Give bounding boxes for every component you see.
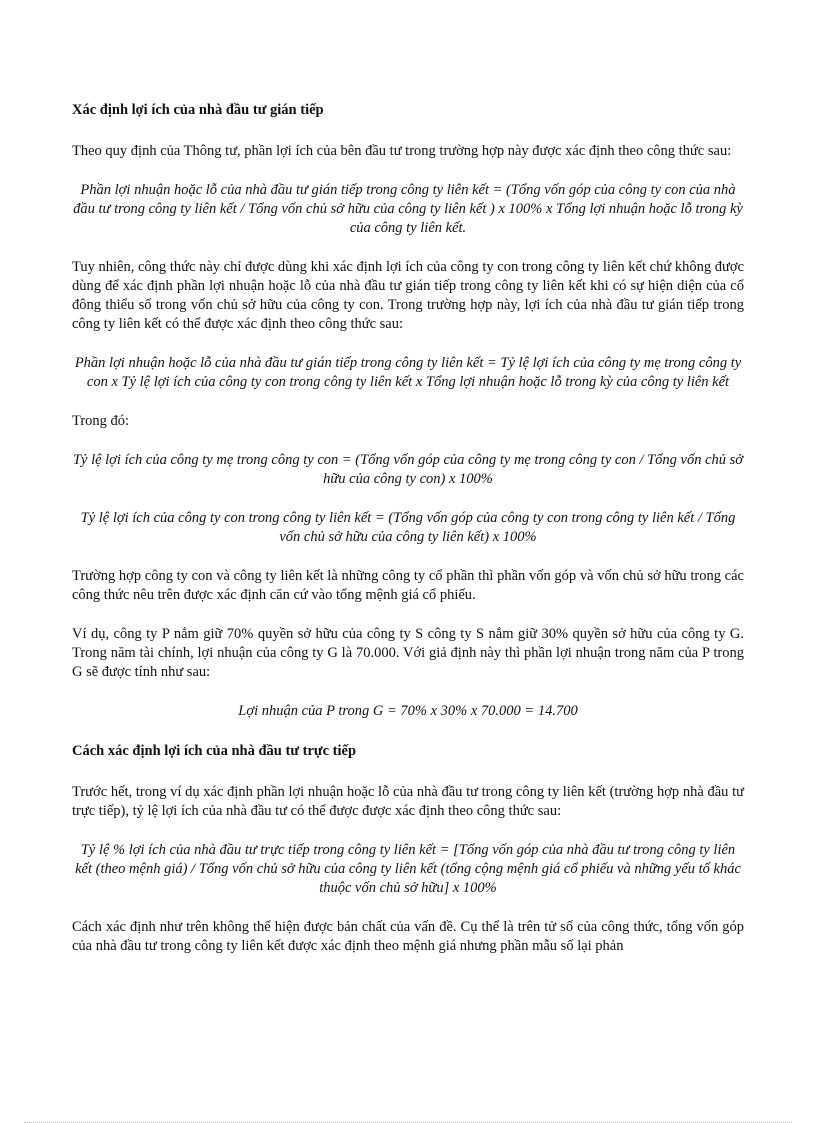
direct-intro-paragraph: Trước hết, trong ví dụ xác định phần lợi nhuận hoặc lỗ của nhà đầu tư trong công ty liên kết (trường hợp nhà đầu tư trực tiếp), tỷ lệ lợi ích của nhà đầu tư có thể được được xác định theo công thức sau: [72, 784, 744, 819]
formula-direct-ratio: Tỷ lệ % lợi ích của nhà đầu tư trực tiếp trong công ty liên kết = [Tổng vốn góp của nhà đầu tư trong công ty liên kết (theo mệnh giá) / Tổng vốn chủ sở hữu của công ty liên kết (tổng cộng mệnh giá cổ phiếu và những yếu tố khác thuộc vốn chủ sở hữu] x 100% [75, 842, 741, 896]
joint-stock-paragraph: Trường hợp công ty con và công ty liên kết là những công ty cổ phần thì phần vốn góp và vốn chủ sở hữu trong các công thức nêu trên được xác định căn cứ vào tổng mệnh giá cổ phiếu. [72, 568, 744, 603]
formula-example-result: Lợi nhuận của P trong G = 70% x 30% x 70.000 = 14.700 [238, 703, 578, 719]
heading-direct-investor: Cách xác định lợi ích của nhà đầu tư trực tiếp [72, 743, 357, 759]
minority-paragraph: Tuy nhiên, công thức này chỉ được dùng khi xác định lợi ích của công ty con trong công ty liên kết chứ không được dùng để xác định phần lợi nhuận hoặc lỗ của nhà đầu tư gián tiếp trong công ty liên kết khi có sự hiện diện của cổ đông thiểu số trong vốn chủ sở hữu của công ty con. Trong trường hợp này, lợi ích của nhà đầu tư gián tiếp trong công ty liên kết có thể được xác định theo công thức sau: [72, 259, 744, 332]
formula-indirect-profit: Phần lợi nhuận hoặc lỗ của nhà đầu tư gián tiếp trong công ty liên kết = (Tổng vốn góp của công ty con của nhà đầu tư trong công ty liên kết / Tổng vốn chủ sở hữu của công ty liên kết ) x 100% x Tổng lợi nhuận hoặc lỗ trong kỳ của công ty liên kết. [73, 182, 743, 236]
closing-paragraph: Cách xác định như trên không thể hiện được bản chất của vấn đề. Cụ thể là trên tử số của công thức, tổng vốn góp của nhà đầu tư trong công ty liên kết được xác định theo mệnh giá nhưng phần mẫu số lại phản [72, 919, 744, 954]
intro-paragraph: Theo quy định của Thông tư, phần lợi ích của bên đầu tư trong trường hợp này được xác định theo công thức sau: [72, 143, 732, 159]
formula-subsidiary-ratio: Tỷ lệ lợi ích của công ty con trong công ty liên kết = (Tổng vốn góp của công ty con trong công ty liên kết / Tổng vốn chủ sở hữu của công ty liên kết) x 100% [80, 510, 736, 545]
formula-indirect-ratio: Phần lợi nhuận hoặc lỗ của nhà đầu tư gián tiếp trong công ty liên kết = Tỷ lệ lợi ích của công ty mẹ trong công ty con x Tỷ lệ lợi ích của công ty con trong công ty liên kết x Tổng lợi nhuận hoặc lỗ trong kỳ của công ty liên kết [74, 355, 742, 390]
formula-parent-ratio: Tỷ lệ lợi ích của công ty mẹ trong công ty con = (Tổng vốn góp của công ty mẹ trong công ty con / Tổng vốn chủ sở hữu của công ty con) x 100% [72, 452, 744, 487]
where-label: Trong đó: [72, 413, 130, 429]
document-page [72, 100, 744, 976]
example-paragraph: Ví dụ, công ty P nắm giữ 70% quyền sở hữu của công ty S công ty S nắm giữ 30% quyền sở hữu của công ty G. Trong năm tài chính, lợi nhuận của công ty G là 70.000. Với giả định này thì phần lợi nhuận trong năm của P trong G sẽ được tính như sau: [72, 626, 744, 680]
heading-indirect-investor: Xác định lợi ích của nhà đầu tư gián tiếp [72, 102, 324, 118]
